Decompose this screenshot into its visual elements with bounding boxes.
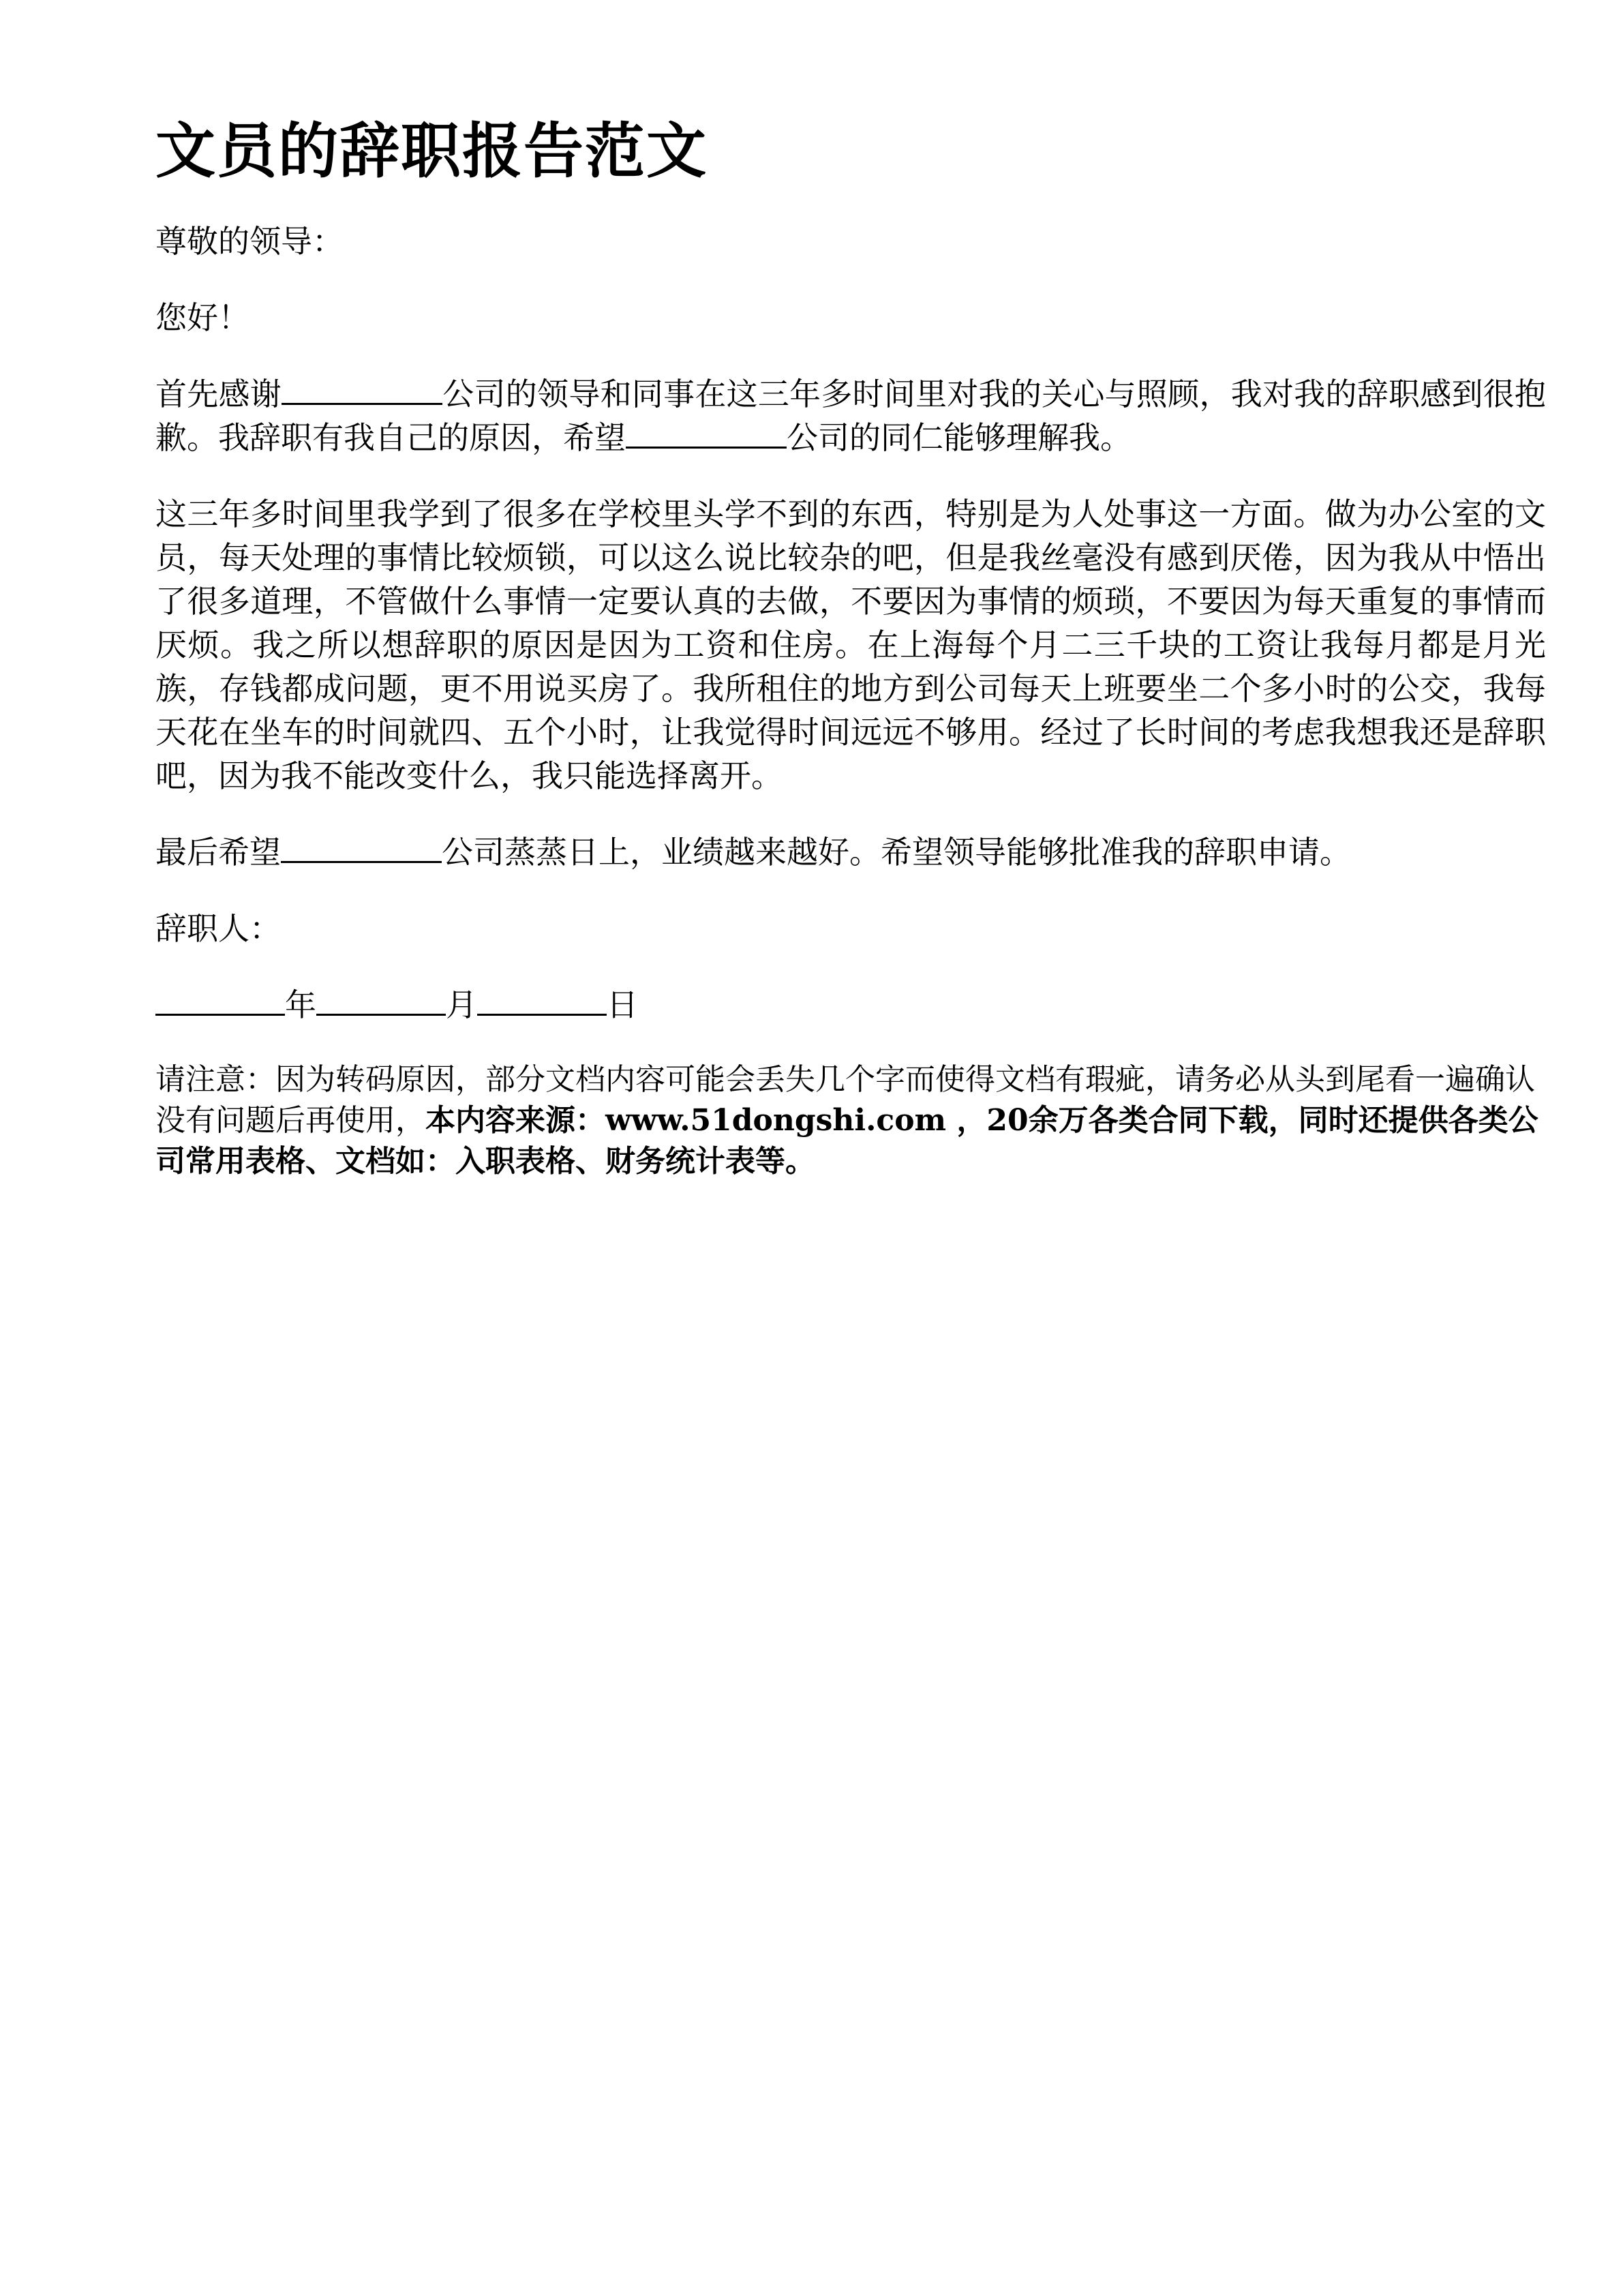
- paragraph-thanks-part3: 公司的同仁能够理解我。: [787, 419, 1132, 456]
- paragraph-thanks: [155, 372, 1546, 459]
- paragraph-thanks-part2: 公司的领导和同事在这三年多时间里对我的关心与照顾，我对我的辞职感到很抱歉。我辞职有我自己的原因，希望: [155, 376, 1547, 456]
- year-label: 年: [285, 986, 316, 1023]
- paragraph-closing-part1: 最后希望: [155, 834, 281, 871]
- day-blank: [477, 984, 607, 1016]
- paragraph-closing-part2: 公司蒸蒸日上，业绩越来越好。希望领导能够批准我的辞职申请。: [442, 834, 1351, 871]
- signature-label: 辞职人：: [155, 910, 281, 947]
- paragraph-thanks-part1: 首先感谢: [155, 376, 282, 412]
- notice-text: 请注意：因为转码原因，部分文档内容可能会丢失几个字而使得文档有瑕疵，请务必从头到尾看一遍确认没有问题后再使用，: [155, 1062, 1535, 1138]
- source-notice: [155, 1059, 1546, 1182]
- date-line: [155, 983, 1546, 1027]
- paragraph-closing: [155, 830, 1546, 874]
- paragraph-reasons: 这三年多时间里我学到了很多在学校里头学不到的东西，特别是为人处事这一方面。做为办公室的文员，每天处理的事情比较烦锁，可以这么说比较杂的吧，但是我丝毫没有感到厌倦，因为我从中悟出了很多道理，不管做什么事情一定要认真的去做，不要因为事情的烦琐，不要因为每天重复的事情而厌烦。我之所以想辞职的原因是因为工资和住房。在上海每个月二三千块的工资让我每月都是月光族，存钱都成问题，更不用说买房了。我所租住的地方到公司每天上班要坐二个多小时的公交，我每天花在坐车的时间就四、五个小时，让我觉得时间远远不够用。经过了长时间的考虑我想我还是辞职吧，因为我不能改变什么，我只能选择离开。: [155, 496, 1546, 794]
- document-body: [155, 115, 1546, 1182]
- company-name-blank: [282, 373, 442, 405]
- document-title: 文员的辞职报告范文: [155, 116, 708, 186]
- company-name-blank: [281, 831, 442, 863]
- day-label: 日: [607, 986, 638, 1023]
- month-blank: [316, 984, 446, 1016]
- salutation: 尊敬的领导：: [155, 223, 344, 260]
- greeting: 您好！: [155, 299, 249, 336]
- notice-source-text: 本内容来源：www.51dongshi.com ，20余万各类合同下载，同时还提供各类公司常用表格、文档如：入职表格、财务统计表等。: [155, 1103, 1538, 1179]
- year-blank: [155, 984, 285, 1016]
- month-label: 月: [446, 986, 477, 1023]
- company-name-blank: [626, 417, 787, 449]
